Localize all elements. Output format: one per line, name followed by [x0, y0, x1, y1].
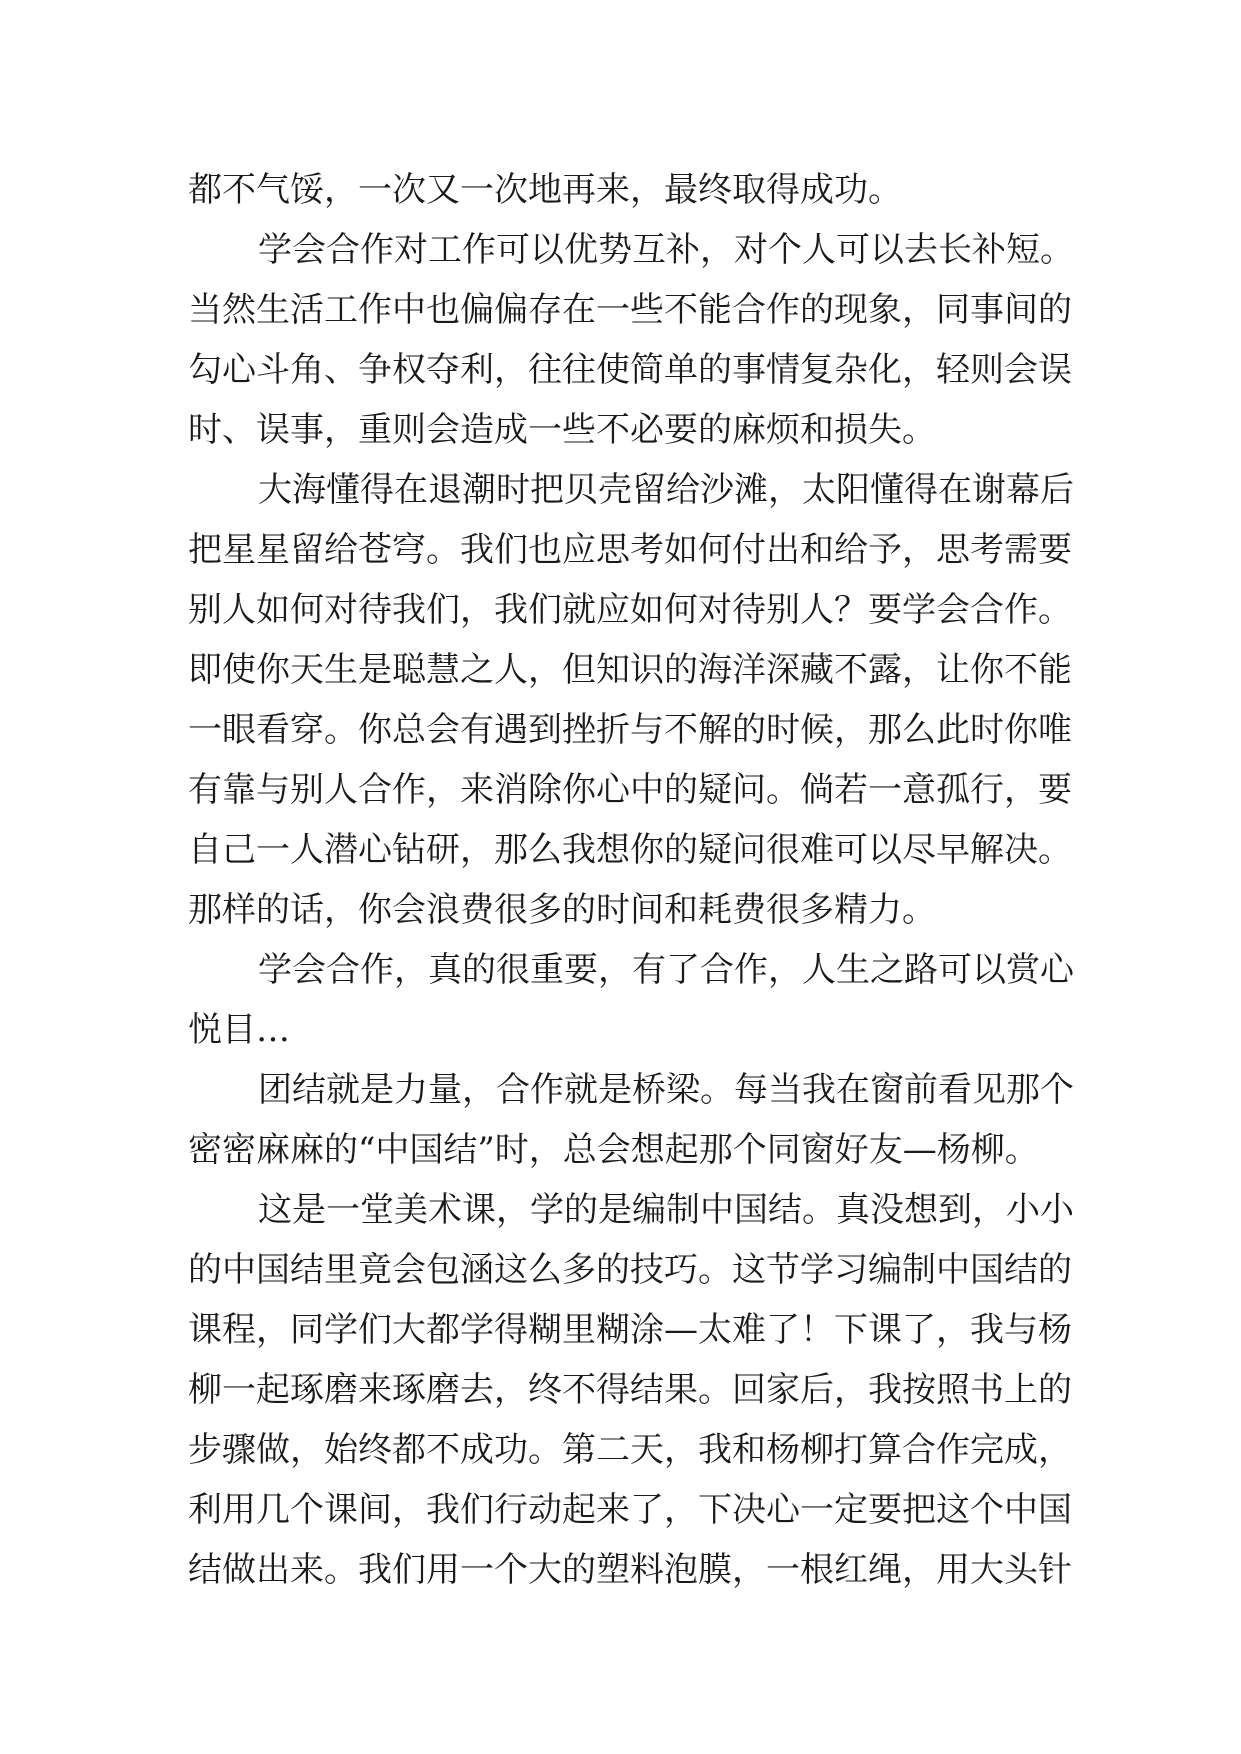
text-line: 团结就是力量，合作就是桥梁。每当我在窗前看见那个	[258, 1070, 1074, 1110]
text-line: 那样的话，你会浪费很多的时间和耗费很多精力。	[188, 890, 936, 930]
text-line: 时、误事，重则会造成一些不必要的麻烦和损失。	[188, 410, 936, 450]
text-line: 密密麻麻的“中国结”时，总会想起那个同窗好友—杨柳。	[188, 1130, 1039, 1170]
text-line: 学会合作，真的很重要，有了合作，人生之路可以赏心	[258, 950, 1074, 990]
body-text	[188, 160, 1074, 1600]
text-line: 勾心斗角、争权夺利，往往使简单的事情复杂化，轻则会误	[188, 350, 1072, 390]
text-line: 结做出来。我们用一个大的塑料泡膜，一根红绳，用大头针	[188, 1550, 1072, 1590]
text-line: 利用几个课间，我们行动起来了，下决心一定要把这个中国	[188, 1490, 1072, 1530]
text-line: 别人如何对待我们，我们就应如何对待别人？要学会合作。	[188, 590, 1072, 630]
text-line: 自己一人潜心钻研，那么我想你的疑问很难可以尽早解决。	[188, 830, 1072, 870]
text-line: 都不气馁，一次又一次地再来，最终取得成功。	[188, 170, 902, 210]
text-line: 大海懂得在退潮时把贝壳留给沙滩，太阳懂得在谢幕后	[258, 470, 1074, 510]
text-line: 课程，同学们大都学得糊里糊涂—太难了！下课了，我与杨	[188, 1310, 1072, 1350]
text-line: 一眼看穿。你总会有遇到挫折与不解的时候，那么此时你唯	[188, 710, 1072, 750]
text-line: 把星星留给苍穹。我们也应思考如何付出和给予，思考需要	[188, 530, 1072, 570]
text-line: 悦目…	[188, 1010, 290, 1050]
text-line: 即使你天生是聪慧之人，但知识的海洋深藏不露，让你不能	[188, 650, 1072, 690]
text-line: 有靠与别人合作，来消除你心中的疑问。倘若一意孤行，要	[188, 770, 1072, 810]
text-line: 学会合作对工作可以优势互补，对个人可以去长补短。	[258, 230, 1074, 270]
text-line: 柳一起琢磨来琢磨去，终不得结果。回家后，我按照书上的	[188, 1370, 1072, 1410]
text-line: 步骤做，始终都不成功。第二天，我和杨柳打算合作完成，	[188, 1430, 1072, 1470]
text-line: 的中国结里竟会包涵这么多的技巧。这节学习编制中国结的	[188, 1250, 1072, 1290]
text-line: 当然生活工作中也偏偏存在一些不能合作的现象，同事间的	[188, 290, 1072, 330]
text-line: 这是一堂美术课，学的是编制中国结。真没想到，小小	[258, 1190, 1074, 1230]
